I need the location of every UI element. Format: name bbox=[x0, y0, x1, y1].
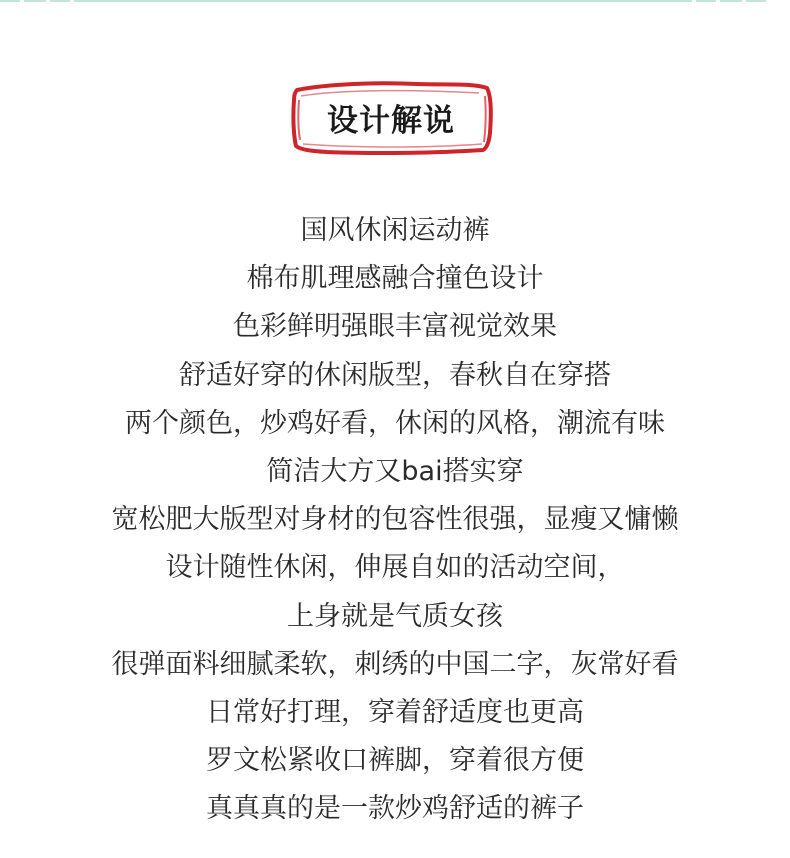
description-line: 色彩鲜明强眼丰富视觉效果 bbox=[233, 311, 557, 343]
description-line: 国风休闲运动裤 bbox=[300, 215, 490, 246]
section-title-badge bbox=[287, 78, 495, 156]
strip-segment bbox=[746, 0, 766, 2]
description-line: 两个颜色，炒鸡好看，休闲的风格，潮流有味 bbox=[125, 407, 665, 439]
description-line: 上身就是气质女孩 bbox=[287, 600, 503, 632]
top-decorative-strip bbox=[0, 0, 790, 3]
description-line: 很弹面料细腻柔软，刺绣的中国二字，灰常好看 bbox=[111, 648, 679, 680]
description-line: 日常好打理，穿着舒适度也更高 bbox=[206, 696, 584, 728]
description-line: 罗文松紧收口裤脚，穿着很方便 bbox=[206, 745, 584, 777]
description-line: 舒适好穿的休闲版型，春秋自在穿搭 bbox=[179, 359, 611, 391]
strip-segment bbox=[50, 0, 70, 2]
description-line: 设计随性休闲，伸展自如的活动空间， bbox=[165, 552, 625, 584]
strip-segment bbox=[74, 0, 692, 2]
description-list bbox=[0, 207, 790, 833]
strip-segment bbox=[0, 0, 20, 2]
description-line: 宽松肥大版型对身材的包容性很强，显瘦又慵懒 bbox=[111, 504, 679, 536]
description-line: 真真真的是一款炒鸡舒适的裤子 bbox=[206, 793, 584, 825]
description-line: 棉布肌理感融合撞色设计 bbox=[246, 263, 544, 295]
strip-segment bbox=[720, 0, 742, 2]
strip-segment bbox=[696, 0, 716, 2]
section-title: 设计解说 bbox=[327, 102, 455, 139]
description-line: 简洁大方又bai搭实穿 bbox=[266, 455, 524, 487]
strip-segment bbox=[24, 0, 46, 2]
